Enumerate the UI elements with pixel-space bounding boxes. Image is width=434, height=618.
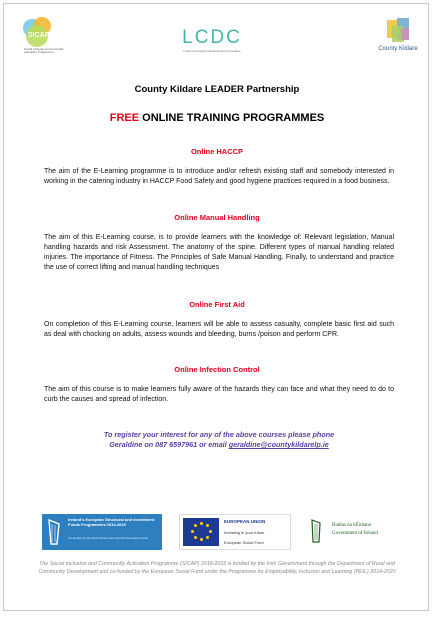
register-phone-text: Geraldine on 087 6597961 or email: [109, 440, 229, 449]
eu-logo-fund: European Social Fund: [224, 540, 264, 545]
register-line-1: To register your interest for any of the above courses please phone: [103, 430, 335, 439]
section-body-infection-control: The aim of this course is to make learners fully aware of the hazards they can face and what they need to do to curb the causes and spread of infection.: [44, 386, 394, 403]
sicap-logo-text: SICAP: [28, 32, 50, 39]
register-line-2: [44, 440, 394, 450]
harp-icon: [310, 518, 322, 544]
harp-icon: [46, 518, 62, 546]
government-of-ireland-logo: [308, 514, 396, 550]
esif-logo: [42, 514, 162, 550]
section-body-first-aid: On completion of this E-Learning course, learners will be able to assess casualty, complete basic first aid such as deal with chocking on adults, assess wounds and bleeding, burns /poison and perform CPR.: [44, 321, 394, 338]
section-heading-first-aid: Online First Aid: [189, 300, 245, 309]
eu-flag-icon: [183, 518, 219, 546]
county-kildare-label: County Kildare: [378, 46, 418, 52]
sicap-logo-subtext: Social Inclusion & Community Activation Programme: [24, 47, 64, 55]
section-heading-haccp: Online HACCP: [190, 147, 244, 156]
title-rest: ONLINE TRAINING PROGRAMMES: [139, 112, 325, 124]
funding-logos: [38, 514, 396, 552]
lcdc-logo-subtext: Local Community Development Committee: [183, 49, 241, 53]
section-body-manual-handling: The aim of this E-Learning course, is to provide learners with the knowledge of: Relevant legislation, Manual handling hazards and risk Assessment. The anatomy of the spine. Different types of manual handling related injuries. The importance of Fitness. The Principles of Safe Manual Handling. Finally, to understand and practice the use of correct lifting and manual handling techniques: [44, 234, 394, 271]
organisation-name: County Kildare LEADER Partnership: [134, 84, 300, 95]
lcdc-logo-text: LCDC: [182, 27, 242, 48]
title-free: FREE: [109, 112, 140, 124]
register-instructions: [44, 430, 394, 450]
eu-logo-tagline: Investing in your future: [224, 530, 265, 535]
section-heading-infection-control: Online Infection Control: [174, 365, 260, 374]
section-heading-manual-handling: Online Manual Handling: [174, 213, 260, 222]
sicap-logo: [21, 15, 73, 57]
esif-logo-subtitle: Co-funded by the Irish Government and the European Union: [68, 536, 149, 540]
esif-logo-title: Ireland's European Structural and Investment Funds Programmes 2014-2020: [68, 517, 155, 527]
gov-logo-english: Government of Ireland: [332, 531, 378, 536]
page-title: [4, 112, 430, 124]
kildare-crest-icon: [383, 18, 413, 44]
section-body-haccp: The aim of the E-Learning programme is to introduce and/or refresh existing staff and somebody interested in working in the catering industry in HACCP Food Safety and good hygiene practices required in a food business.: [44, 168, 394, 185]
register-email-link[interactable]: geraldine@countykildarelp.ie: [228, 440, 329, 449]
european-social-fund-logo: [179, 514, 291, 550]
document-page: [3, 3, 429, 611]
eu-logo-title: EUROPEAN UNION: [224, 519, 266, 524]
lcdc-logo: [182, 28, 242, 64]
funding-disclaimer: The Social Inclusion and Community Activation Programme (SICAP) 2018-2022 is funded by the Irish Government through the Department of Rural and Community Development and co-funded by the European Social Fund under the Programme for Employability, Inclusion and Learning (PEIL) 2014-2020: [38, 561, 396, 575]
gov-logo-irish: Rialtas na hÉireann: [332, 523, 372, 528]
county-kildare-logo: [374, 18, 422, 60]
